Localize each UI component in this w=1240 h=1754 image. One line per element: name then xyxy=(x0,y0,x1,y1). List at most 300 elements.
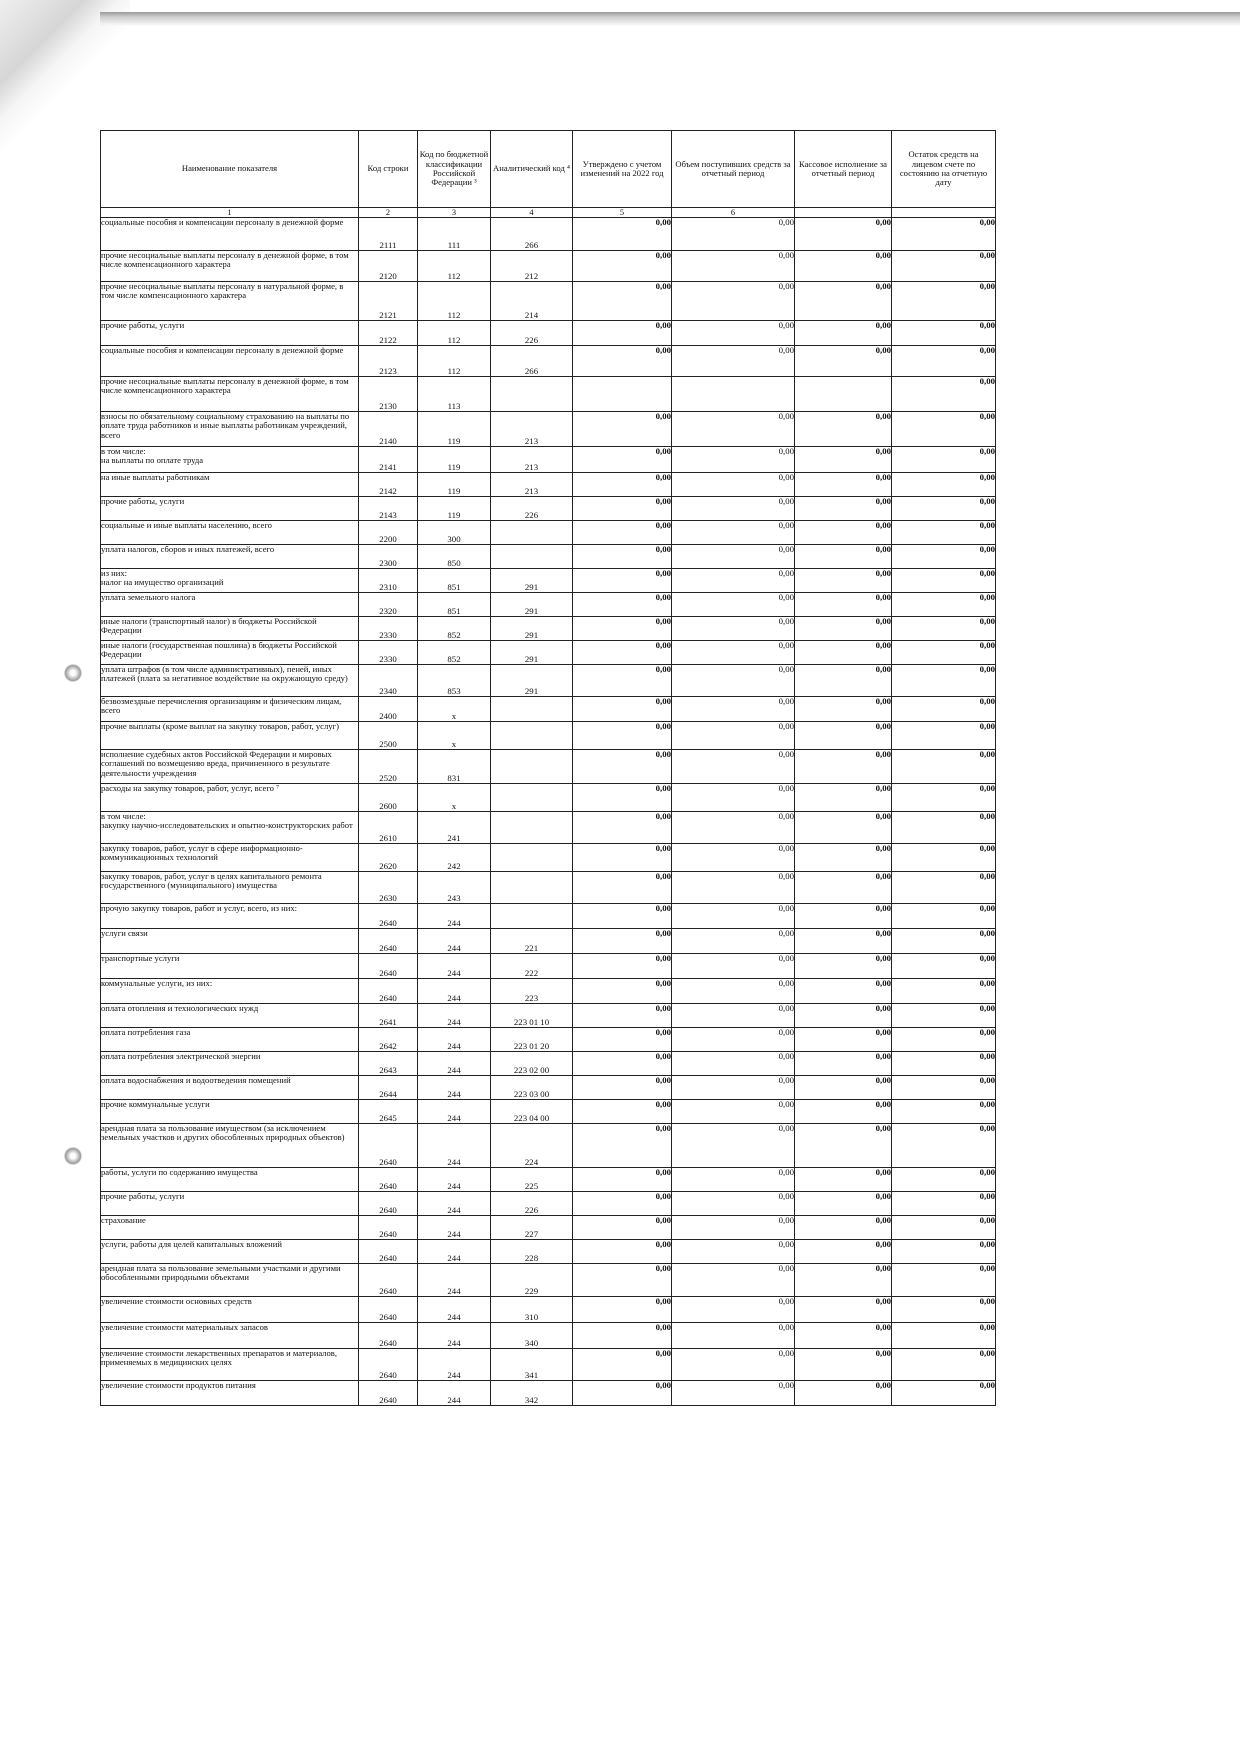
row-received-funds: 0,00 xyxy=(672,447,795,473)
row-approved-amount: 0,00 xyxy=(573,1168,672,1192)
row-indicator-name: арендная плата за пользование имуществом (за исключением земельных участков и других обособленных природных объектов) xyxy=(101,1124,359,1168)
column-number: 1 xyxy=(101,208,359,218)
row-cash-execution: 0,00 xyxy=(795,872,892,904)
row-received-funds: 0,00 xyxy=(672,346,795,377)
row-budget-code: 112 xyxy=(418,321,491,346)
row-cash-execution: 0,00 xyxy=(795,1004,892,1028)
row-indicator-name: оплата потребления газа xyxy=(101,1028,359,1052)
row-received-funds: 0,00 xyxy=(672,1004,795,1028)
row-indicator-name: услуги связи xyxy=(101,929,359,954)
table-row xyxy=(101,282,996,321)
table-row xyxy=(101,872,996,904)
row-line-code: 2310 xyxy=(359,569,418,593)
row-approved-amount: 0,00 xyxy=(573,722,672,750)
row-received-funds: 0,00 xyxy=(672,872,795,904)
row-received-funds: 0,00 xyxy=(672,473,795,497)
row-analytic-code: 229 xyxy=(491,1264,573,1297)
row-budget-code: 244 xyxy=(418,1100,491,1124)
row-analytic-code: 291 xyxy=(491,641,573,665)
row-line-code: 2143 xyxy=(359,497,418,521)
row-received-funds: 0,00 xyxy=(672,665,795,697)
row-analytic-code: 212 xyxy=(491,251,573,282)
row-approved-amount: 0,00 xyxy=(573,1240,672,1264)
row-indicator-name: безвозмездные перечисления организациям и физическим лицам, всего xyxy=(101,697,359,722)
row-received-funds: 0,00 xyxy=(672,521,795,545)
row-line-code: 2640 xyxy=(359,1240,418,1264)
row-line-code: 2644 xyxy=(359,1076,418,1100)
row-received-funds: 0,00 xyxy=(672,617,795,641)
table-row xyxy=(101,473,996,497)
row-approved-amount: 0,00 xyxy=(573,812,672,844)
row-account-balance: 0,00 xyxy=(892,641,996,665)
row-analytic-code: 213 xyxy=(491,447,573,473)
row-indicator-name: увеличение стоимости лекарственных препаратов и материалов, применяемых в медицинских целях xyxy=(101,1349,359,1381)
row-indicator-name: прочие работы, услуги xyxy=(101,1192,359,1216)
row-cash-execution: 0,00 xyxy=(795,346,892,377)
row-budget-code: 243 xyxy=(418,872,491,904)
table-row xyxy=(101,750,996,784)
row-budget-code: 111 xyxy=(418,218,491,251)
row-budget-code: 244 xyxy=(418,979,491,1004)
row-received-funds: 0,00 xyxy=(672,218,795,251)
row-received-funds: 0,00 xyxy=(672,641,795,665)
row-line-code: 2111 xyxy=(359,218,418,251)
row-analytic-code xyxy=(491,872,573,904)
row-analytic-code: 291 xyxy=(491,593,573,617)
table-row xyxy=(101,447,996,473)
row-account-balance: 0,00 xyxy=(892,1216,996,1240)
row-budget-code: 119 xyxy=(418,412,491,447)
table-row xyxy=(101,412,996,447)
row-line-code: 2130 xyxy=(359,377,418,412)
row-line-code: 2640 xyxy=(359,929,418,954)
row-cash-execution: 0,00 xyxy=(795,412,892,447)
row-line-code: 2500 xyxy=(359,722,418,750)
row-cash-execution: 0,00 xyxy=(795,722,892,750)
row-indicator-name: увеличение стоимости материальных запасов xyxy=(101,1323,359,1349)
row-line-code: 2610 xyxy=(359,812,418,844)
row-received-funds: 0,00 xyxy=(672,1076,795,1100)
row-account-balance: 0,00 xyxy=(892,954,996,979)
table-row xyxy=(101,904,996,929)
table-row xyxy=(101,1100,996,1124)
row-cash-execution: 0,00 xyxy=(795,812,892,844)
row-cash-execution: 0,00 xyxy=(795,497,892,521)
table-row xyxy=(101,617,996,641)
row-approved-amount: 0,00 xyxy=(573,1052,672,1076)
row-cash-execution: 0,00 xyxy=(795,521,892,545)
row-account-balance: 0,00 xyxy=(892,722,996,750)
row-received-funds: 0,00 xyxy=(672,1264,795,1297)
punch-hole-upper xyxy=(64,664,82,682)
row-approved-amount: 0,00 xyxy=(573,1297,672,1323)
row-line-code: 2640 xyxy=(359,904,418,929)
row-budget-code: 850 xyxy=(418,545,491,569)
row-account-balance: 0,00 xyxy=(892,812,996,844)
row-analytic-code xyxy=(491,377,573,412)
row-budget-code: 244 xyxy=(418,954,491,979)
row-account-balance: 0,00 xyxy=(892,377,996,412)
row-analytic-code xyxy=(491,904,573,929)
row-analytic-code: 226 xyxy=(491,321,573,346)
row-approved-amount: 0,00 xyxy=(573,1124,672,1168)
row-account-balance: 0,00 xyxy=(892,473,996,497)
table-row xyxy=(101,321,996,346)
row-indicator-name: закупку товаров, работ, услуг в сфере информационно-коммуникационных технологий xyxy=(101,844,359,872)
row-budget-code: 244 xyxy=(418,1297,491,1323)
row-received-funds: 0,00 xyxy=(672,812,795,844)
row-cash-execution: 0,00 xyxy=(795,1297,892,1323)
table-row xyxy=(101,1297,996,1323)
row-cash-execution: 0,00 xyxy=(795,473,892,497)
row-indicator-name: услуги, работы для целей капитальных вложений xyxy=(101,1240,359,1264)
table-row xyxy=(101,641,996,665)
row-analytic-code xyxy=(491,545,573,569)
row-received-funds: 0,00 xyxy=(672,954,795,979)
row-line-code: 2330 xyxy=(359,641,418,665)
row-budget-code: x xyxy=(418,722,491,750)
row-received-funds: 0,00 xyxy=(672,569,795,593)
row-cash-execution: 0,00 xyxy=(795,665,892,697)
row-budget-code: 119 xyxy=(418,497,491,521)
row-indicator-name: прочие несоциальные выплаты персоналу в денежной форме, в том числе компенсационного характера xyxy=(101,377,359,412)
row-approved-amount: 0,00 xyxy=(573,569,672,593)
row-indicator-name: работы, услуги по содержанию имущества xyxy=(101,1168,359,1192)
report-table-body xyxy=(101,218,996,1406)
row-analytic-code: 291 xyxy=(491,665,573,697)
row-line-code: 2640 xyxy=(359,1192,418,1216)
row-indicator-name: расходы на закупку товаров, работ, услуг, всего ⁷ xyxy=(101,784,359,812)
row-analytic-code: 226 xyxy=(491,497,573,521)
row-received-funds: 0,00 xyxy=(672,750,795,784)
row-account-balance: 0,00 xyxy=(892,1349,996,1381)
column-number: 2 xyxy=(359,208,418,218)
row-analytic-code xyxy=(491,697,573,722)
row-indicator-name: страхование xyxy=(101,1216,359,1240)
row-approved-amount: 0,00 xyxy=(573,473,672,497)
row-received-funds: 0,00 xyxy=(672,282,795,321)
row-account-balance: 0,00 xyxy=(892,1028,996,1052)
table-row xyxy=(101,251,996,282)
row-approved-amount: 0,00 xyxy=(573,218,672,251)
header-account-balance: Остаток средств на лицевом счете по состоянию на отчетную дату xyxy=(892,131,996,208)
row-account-balance: 0,00 xyxy=(892,904,996,929)
column-number: 3 xyxy=(418,208,491,218)
row-account-balance: 0,00 xyxy=(892,750,996,784)
row-analytic-code xyxy=(491,812,573,844)
row-indicator-name: в том числе: закупку научно-исследовательских и опытно-конструкторских работ xyxy=(101,812,359,844)
row-analytic-code xyxy=(491,844,573,872)
row-analytic-code: 291 xyxy=(491,617,573,641)
row-line-code: 2142 xyxy=(359,473,418,497)
row-account-balance: 0,00 xyxy=(892,1168,996,1192)
row-indicator-name: из них: налог на имущество организаций xyxy=(101,569,359,593)
row-line-code: 2640 xyxy=(359,954,418,979)
row-line-code: 2630 xyxy=(359,872,418,904)
row-approved-amount: 0,00 xyxy=(573,979,672,1004)
row-line-code: 2642 xyxy=(359,1028,418,1052)
row-approved-amount: 0,00 xyxy=(573,346,672,377)
row-indicator-name: уплата земельного налога xyxy=(101,593,359,617)
row-indicator-name: иные налоги (транспортный налог) в бюджеты Российской Федерации xyxy=(101,617,359,641)
row-indicator-name: прочие несоциальные выплаты персоналу в натуральной форме, в том числе компенсационного характера xyxy=(101,282,359,321)
row-approved-amount: 0,00 xyxy=(573,1381,672,1406)
row-analytic-code xyxy=(491,521,573,545)
table-row xyxy=(101,954,996,979)
row-budget-code: 244 xyxy=(418,1323,491,1349)
row-indicator-name: увеличение стоимости продуктов питания xyxy=(101,1381,359,1406)
row-budget-code: 300 xyxy=(418,521,491,545)
row-received-funds: 0,00 xyxy=(672,497,795,521)
row-account-balance: 0,00 xyxy=(892,346,996,377)
row-account-balance: 0,00 xyxy=(892,569,996,593)
row-account-balance: 0,00 xyxy=(892,872,996,904)
row-cash-execution: 0,00 xyxy=(795,1264,892,1297)
row-budget-code: 851 xyxy=(418,569,491,593)
row-received-funds: 0,00 xyxy=(672,979,795,1004)
row-account-balance: 0,00 xyxy=(892,844,996,872)
header-analytic-code: Аналитический код ⁴ xyxy=(491,131,573,208)
row-analytic-code: 266 xyxy=(491,346,573,377)
table-row xyxy=(101,784,996,812)
row-account-balance: 0,00 xyxy=(892,1240,996,1264)
row-indicator-name: социальные и иные выплаты населению, всего xyxy=(101,521,359,545)
row-line-code: 2141 xyxy=(359,447,418,473)
row-approved-amount: 0,00 xyxy=(573,929,672,954)
row-approved-amount: 0,00 xyxy=(573,617,672,641)
row-budget-code: 244 xyxy=(418,1076,491,1100)
row-indicator-name: транспортные услуги xyxy=(101,954,359,979)
row-line-code: 2123 xyxy=(359,346,418,377)
row-received-funds: 0,00 xyxy=(672,844,795,872)
row-budget-code: 244 xyxy=(418,1028,491,1052)
row-cash-execution: 0,00 xyxy=(795,1240,892,1264)
row-analytic-code: 310 xyxy=(491,1297,573,1323)
row-cash-execution: 0,00 xyxy=(795,1028,892,1052)
table-row xyxy=(101,1323,996,1349)
row-received-funds xyxy=(672,377,795,412)
row-received-funds: 0,00 xyxy=(672,1349,795,1381)
row-cash-execution: 0,00 xyxy=(795,447,892,473)
row-approved-amount: 0,00 xyxy=(573,1076,672,1100)
row-indicator-name: в том числе: на выплаты по оплате труда xyxy=(101,447,359,473)
row-received-funds: 0,00 xyxy=(672,784,795,812)
row-cash-execution: 0,00 xyxy=(795,1349,892,1381)
row-indicator-name: арендная плата за пользование земельными участками и другими обособленными природными объектами xyxy=(101,1264,359,1297)
row-indicator-name: прочие выплаты (кроме выплат на закупку товаров, работ, услуг) xyxy=(101,722,359,750)
row-indicator-name: исполнение судебных актов Российской Федерации и мировых соглашений по возмещению вреда, причиненного в результате деятельности учреждения xyxy=(101,750,359,784)
header-indicator-name: Наименование показателя xyxy=(101,131,359,208)
table-row xyxy=(101,1076,996,1100)
row-account-balance: 0,00 xyxy=(892,784,996,812)
column-number xyxy=(892,208,996,218)
row-approved-amount: 0,00 xyxy=(573,521,672,545)
row-received-funds: 0,00 xyxy=(672,904,795,929)
row-cash-execution: 0,00 xyxy=(795,545,892,569)
row-line-code: 2640 xyxy=(359,1264,418,1297)
row-received-funds: 0,00 xyxy=(672,1124,795,1168)
row-approved-amount: 0,00 xyxy=(573,784,672,812)
table-row xyxy=(101,979,996,1004)
table-row xyxy=(101,1052,996,1076)
row-analytic-code: 213 xyxy=(491,473,573,497)
row-received-funds: 0,00 xyxy=(672,1297,795,1323)
row-received-funds: 0,00 xyxy=(672,697,795,722)
row-cash-execution: 0,00 xyxy=(795,1168,892,1192)
row-cash-execution: 0,00 xyxy=(795,929,892,954)
row-account-balance: 0,00 xyxy=(892,1100,996,1124)
row-indicator-name: прочие работы, услуги xyxy=(101,497,359,521)
row-indicator-name: иные налоги (государственная пошлина) в бюджеты Российской Федерации xyxy=(101,641,359,665)
row-budget-code: 244 xyxy=(418,1264,491,1297)
row-line-code: 2320 xyxy=(359,593,418,617)
row-indicator-name: закупку товаров, работ, услуг в целях капитального ремонта государственного (муниципального) имущества xyxy=(101,872,359,904)
row-cash-execution: 0,00 xyxy=(795,617,892,641)
table-row xyxy=(101,593,996,617)
row-account-balance: 0,00 xyxy=(892,979,996,1004)
row-approved-amount: 0,00 xyxy=(573,1028,672,1052)
row-approved-amount: 0,00 xyxy=(573,750,672,784)
row-budget-code: 244 xyxy=(418,1124,491,1168)
row-cash-execution: 0,00 xyxy=(795,569,892,593)
row-budget-code: 241 xyxy=(418,812,491,844)
row-received-funds: 0,00 xyxy=(672,1100,795,1124)
row-budget-code: 244 xyxy=(418,1192,491,1216)
report-table-container xyxy=(100,130,995,1406)
row-approved-amount: 0,00 xyxy=(573,954,672,979)
row-indicator-name: оплата водоснабжения и водоотведения помещений xyxy=(101,1076,359,1100)
row-account-balance: 0,00 xyxy=(892,1192,996,1216)
row-budget-code: x xyxy=(418,784,491,812)
row-analytic-code: 223 01 20 xyxy=(491,1028,573,1052)
row-analytic-code: 226 xyxy=(491,1192,573,1216)
row-received-funds: 0,00 xyxy=(672,722,795,750)
table-row xyxy=(101,346,996,377)
row-cash-execution: 0,00 xyxy=(795,321,892,346)
row-cash-execution: 0,00 xyxy=(795,784,892,812)
row-cash-execution: 0,00 xyxy=(795,1216,892,1240)
row-budget-code: 113 xyxy=(418,377,491,412)
row-account-balance: 0,00 xyxy=(892,251,996,282)
row-budget-code: 244 xyxy=(418,1168,491,1192)
row-line-code: 2400 xyxy=(359,697,418,722)
row-analytic-code: 340 xyxy=(491,1323,573,1349)
row-budget-code: 244 xyxy=(418,1349,491,1381)
row-account-balance: 0,00 xyxy=(892,412,996,447)
row-approved-amount: 0,00 xyxy=(573,282,672,321)
column-number-row xyxy=(101,208,996,218)
row-cash-execution: 0,00 xyxy=(795,218,892,251)
row-analytic-code: 214 xyxy=(491,282,573,321)
table-row xyxy=(101,929,996,954)
row-line-code: 2200 xyxy=(359,521,418,545)
row-account-balance: 0,00 xyxy=(892,1297,996,1323)
row-analytic-code: 224 xyxy=(491,1124,573,1168)
row-budget-code: 244 xyxy=(418,1216,491,1240)
row-line-code: 2640 xyxy=(359,1381,418,1406)
row-approved-amount xyxy=(573,377,672,412)
row-received-funds: 0,00 xyxy=(672,545,795,569)
row-line-code: 2640 xyxy=(359,979,418,1004)
row-budget-code: 244 xyxy=(418,1240,491,1264)
column-number: 5 xyxy=(573,208,672,218)
row-received-funds: 0,00 xyxy=(672,412,795,447)
table-row xyxy=(101,1124,996,1168)
table-row xyxy=(101,844,996,872)
row-cash-execution: 0,00 xyxy=(795,1381,892,1406)
table-row xyxy=(101,1216,996,1240)
row-analytic-code: 225 xyxy=(491,1168,573,1192)
row-indicator-name: прочие несоциальные выплаты персоналу в денежной форме, в том числе компенсационного характера xyxy=(101,251,359,282)
row-line-code: 2640 xyxy=(359,1124,418,1168)
row-received-funds: 0,00 xyxy=(672,1381,795,1406)
row-cash-execution: 0,00 xyxy=(795,1323,892,1349)
row-line-code: 2641 xyxy=(359,1004,418,1028)
row-analytic-code: 223 02 00 xyxy=(491,1052,573,1076)
row-indicator-name: прочие коммунальные услуги xyxy=(101,1100,359,1124)
row-indicator-name: увеличение стоимости основных средств xyxy=(101,1297,359,1323)
row-account-balance: 0,00 xyxy=(892,697,996,722)
row-approved-amount: 0,00 xyxy=(573,447,672,473)
row-indicator-name: оплата потребления электрической энергии xyxy=(101,1052,359,1076)
row-line-code: 2640 xyxy=(359,1297,418,1323)
row-indicator-name: прочую закупку товаров, работ и услуг, всего, из них: xyxy=(101,904,359,929)
row-approved-amount: 0,00 xyxy=(573,1323,672,1349)
row-budget-code: 851 xyxy=(418,593,491,617)
row-approved-amount: 0,00 xyxy=(573,321,672,346)
row-budget-code: 244 xyxy=(418,904,491,929)
row-account-balance: 0,00 xyxy=(892,497,996,521)
row-line-code: 2340 xyxy=(359,665,418,697)
row-budget-code: 112 xyxy=(418,251,491,282)
row-budget-code: 242 xyxy=(418,844,491,872)
row-line-code: 2640 xyxy=(359,1323,418,1349)
row-account-balance: 0,00 xyxy=(892,1323,996,1349)
row-received-funds: 0,00 xyxy=(672,1168,795,1192)
row-budget-code: 119 xyxy=(418,473,491,497)
header-budget-classification-code: Код по бюджетной классификации Российской Федерации ³ xyxy=(418,131,491,208)
row-approved-amount: 0,00 xyxy=(573,545,672,569)
table-row xyxy=(101,545,996,569)
header-line-code: Код строки xyxy=(359,131,418,208)
row-budget-code: 852 xyxy=(418,641,491,665)
row-cash-execution: 0,00 xyxy=(795,697,892,722)
header-approved-amount: Утверждено с учетом изменений на 2022 год xyxy=(573,131,672,208)
row-cash-execution: 0,00 xyxy=(795,954,892,979)
scan-shadow-top-edge xyxy=(100,12,1240,26)
table-row xyxy=(101,497,996,521)
row-cash-execution: 0,00 xyxy=(795,979,892,1004)
row-approved-amount: 0,00 xyxy=(573,641,672,665)
row-line-code: 2600 xyxy=(359,784,418,812)
table-row xyxy=(101,1264,996,1297)
table-row xyxy=(101,1381,996,1406)
row-received-funds: 0,00 xyxy=(672,929,795,954)
table-row xyxy=(101,1240,996,1264)
row-budget-code: 244 xyxy=(418,1381,491,1406)
table-row xyxy=(101,1004,996,1028)
row-approved-amount: 0,00 xyxy=(573,665,672,697)
row-cash-execution: 0,00 xyxy=(795,1192,892,1216)
row-received-funds: 0,00 xyxy=(672,1192,795,1216)
row-cash-execution: 0,00 xyxy=(795,750,892,784)
punch-hole-lower xyxy=(64,1147,82,1165)
row-budget-code: 852 xyxy=(418,617,491,641)
row-indicator-name: коммунальные услуги, из них: xyxy=(101,979,359,1004)
row-indicator-name: оплата отопления и технологических нужд xyxy=(101,1004,359,1028)
row-approved-amount: 0,00 xyxy=(573,1192,672,1216)
row-account-balance: 0,00 xyxy=(892,1076,996,1100)
